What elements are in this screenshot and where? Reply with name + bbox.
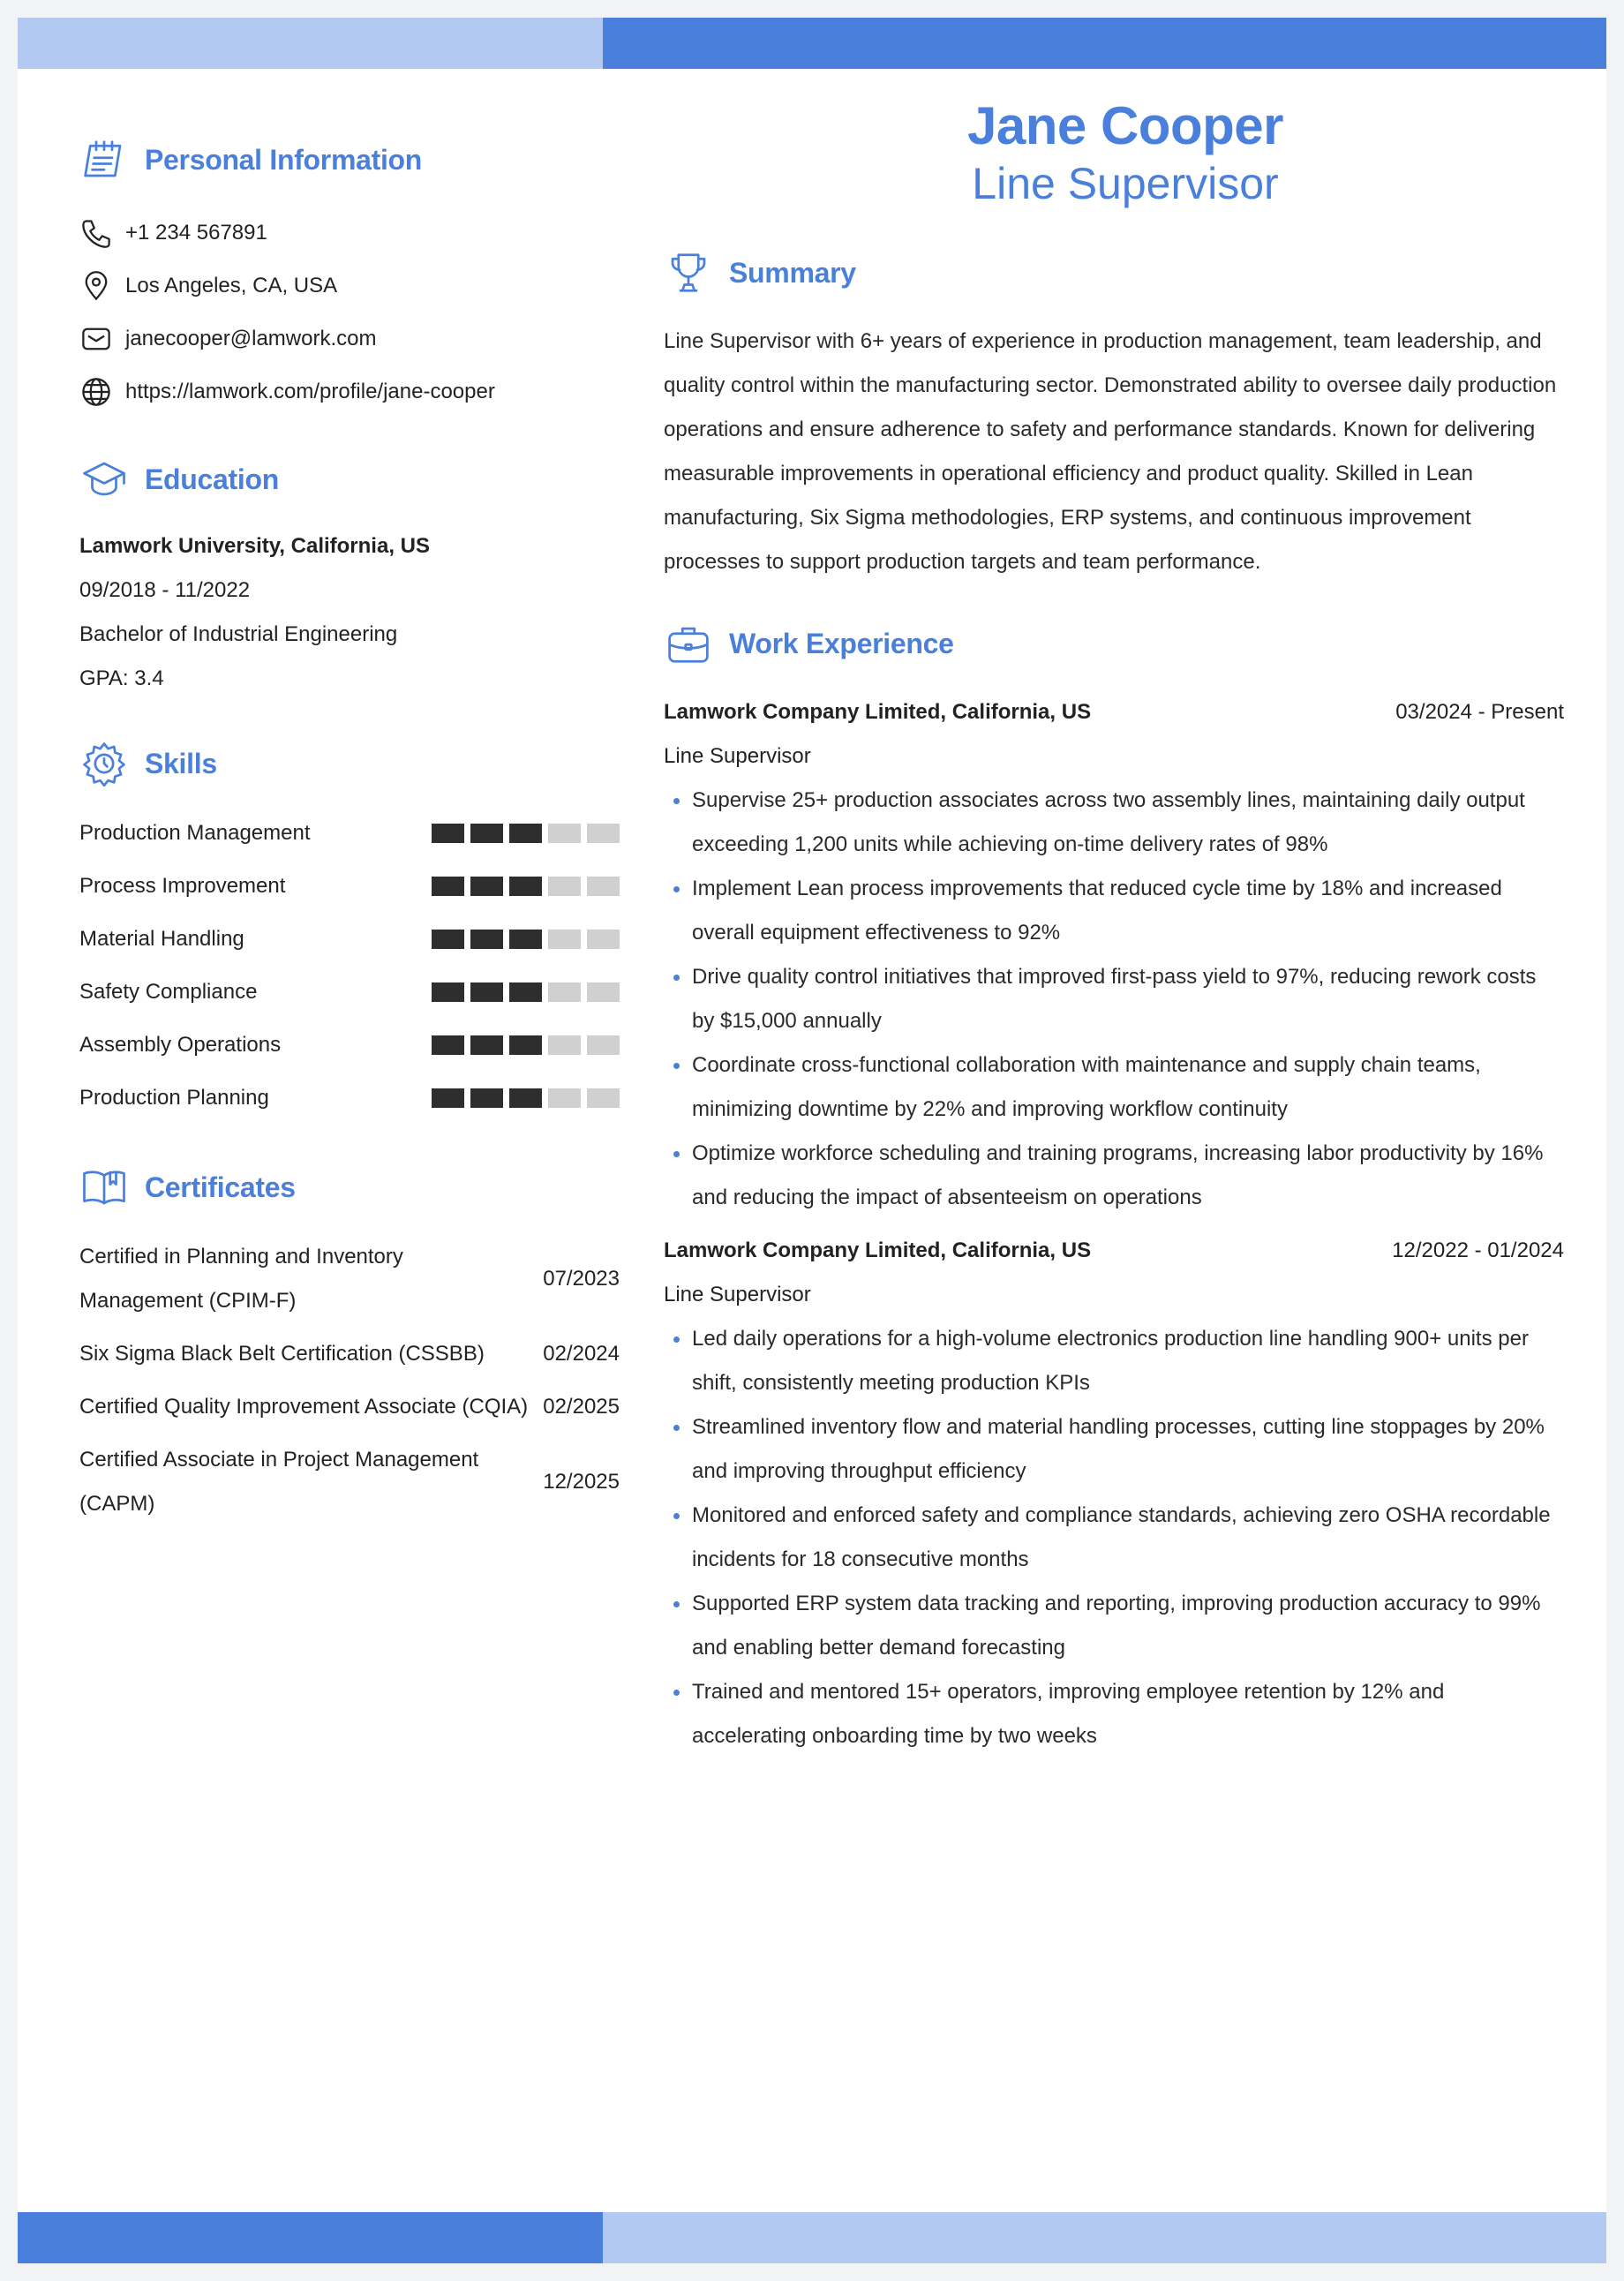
skill-level-segment [432,1088,464,1108]
skill-row [79,913,620,966]
candidate-name: Jane Cooper [967,96,1283,155]
skill-level-meter [432,1035,620,1055]
certificate-row [79,1434,620,1531]
section-title: Education [145,463,279,495]
job-header [664,1229,1564,1273]
certificate-name: Certified Quality Improvement Associate (CQIA) [79,1395,529,1419]
skill-row [79,807,620,860]
skill-level-segment [587,982,620,1002]
job-bullet: Monitored and enforced safety and compliance standards, achieving zero OSHA recordable incidents for 18 consecutive months [692,1494,1564,1582]
location-value: Los Angeles, CA, USA [125,274,338,297]
certificate-date: 07/2023 [543,1267,620,1291]
certificate-name: Six Sigma Black Belt Certification (CSSBB) [79,1342,485,1366]
education-entry [79,524,620,701]
skill-name: Material Handling [79,927,244,951]
section-title: Skills [145,747,217,779]
gpa: GPA: 3.4 [79,666,164,690]
skill-level-segment [470,1035,503,1055]
section-title: Summary [729,256,856,289]
certificate-row [79,1381,620,1434]
skill-level-segment [509,930,542,949]
skill-level-segment [548,982,581,1002]
skill-level-meter [432,1088,620,1108]
email-value[interactable]: janecooper@lamwork.com [125,327,377,350]
summary-text: Line Supervisor with 6+ years of experience in production management, team leadership, and quality control within the manufacturing sector. Demonstrated ability to oversee daily production operations and ensure adherence to safety and performance standards. Known for delivering measurable improvements in operational efficiency and product quality. Skilled in Lean manufacturing, Six Sigma methodologies, ERP systems, and continuous improvement processes to support production targets and team performance. [664,329,1557,574]
skill-level-segment [509,877,542,896]
job-bullet: Drive quality control initiatives that improved first-pass yield to 97%, reducing rework costs by $15,000 annually [692,955,1564,1043]
skill-level-segment [470,982,503,1002]
contact-list [79,207,620,418]
contact-email [79,312,620,365]
skill-level-segment [470,1088,503,1108]
certificates-list [79,1231,620,1531]
education-dates: 09/2018 - 11/2022 [79,578,251,602]
skills-heading [79,736,620,791]
candidate-role: Line Supervisor [972,159,1279,208]
skill-level-segment [509,1088,542,1108]
skill-level-meter [432,982,620,1002]
resume-page [18,18,1606,2263]
skill-level-segment [548,824,581,843]
job-entry [664,1229,1564,1758]
job-bullet: Optimize workforce scheduling and training programs, increasing labor productivity by 16% and reducing the impact of absenteeism on operations [692,1132,1564,1220]
skill-level-segment [470,930,503,949]
job-bullet: Supervise 25+ production associates across two assembly lines, maintaining daily output exceeding 1,200 units while achieving on-time delivery rates of 98% [692,779,1564,867]
certificate-date: 12/2025 [543,1470,620,1494]
job-bullets [664,779,1564,1220]
job-header [664,690,1564,734]
skill-level-meter [432,877,620,896]
skill-level-segment [470,824,503,843]
skill-level-segment [432,930,464,949]
skill-level-segment [470,877,503,896]
job-bullet: Supported ERP system data tracking and reporting, improving production accuracy to 99% and enabling better demand forecasting [692,1582,1564,1670]
certificate-row [79,1231,620,1328]
school-name: Lamwork University, California, US [79,534,430,558]
job-dates: 12/2022 - 01/2024 [1392,1238,1564,1262]
gear-icon [79,739,129,788]
job-bullet: Trained and mentored 15+ operators, improving employee retention by 12% and accelerating onboarding time by two weeks [692,1670,1564,1758]
certificate-date: 02/2024 [543,1342,620,1366]
skill-name: Process Improvement [79,874,286,898]
skill-level-segment [587,1088,620,1108]
skill-level-segment [587,824,620,843]
website-value[interactable]: https://lamwork.com/profile/jane-cooper [125,380,495,403]
skill-level-segment [509,1035,542,1055]
skill-level-segment [548,930,581,949]
certificate-name: Certified in Planning and Inventory Management (CPIM-F) [79,1245,403,1313]
skill-row [79,966,620,1019]
degree: Bachelor of Industrial Engineering [79,622,398,646]
section-title: Personal Information [145,143,423,176]
skill-row [79,860,620,913]
summary-heading [664,245,1564,300]
skill-level-segment [587,877,620,896]
location-pin-icon [79,269,113,303]
skill-name: Production Management [79,821,311,845]
certificate-row [79,1328,620,1381]
bottom-bar-dark [18,2212,603,2263]
trophy-icon [664,248,713,297]
phone-icon [79,216,113,250]
skill-level-segment [587,1035,620,1055]
notepad-icon [79,135,129,184]
personal-info-heading [79,132,620,187]
job-bullet: Led daily operations for a high-volume electronics production line handling 900+ units per shift, consistently meeting production KPIs [692,1317,1564,1405]
briefcase-icon [664,619,713,668]
skill-name: Production Planning [79,1086,269,1110]
job-company: Lamwork Company Limited, California, US [664,700,1092,724]
skill-level-meter [432,824,620,843]
skill-level-segment [432,877,464,896]
job-bullet: Coordinate cross-functional collaboration with maintenance and supply chain teams, minimizing downtime by 22% and improving workflow continuity [692,1043,1564,1132]
skill-level-meter [432,930,620,949]
skill-level-segment [432,1035,464,1055]
certificates-heading [79,1160,620,1215]
skill-name: Assembly Operations [79,1033,282,1057]
education-heading [79,452,620,507]
skill-level-segment [509,824,542,843]
job-title: Line Supervisor [664,1283,811,1306]
section-title: Certificates [145,1171,296,1203]
skill-name: Safety Compliance [79,980,258,1004]
skill-level-segment [432,824,464,843]
job-dates: 03/2024 - Present [1395,700,1564,724]
skill-level-segment [548,877,581,896]
job-bullets [664,1317,1564,1758]
skill-level-segment [509,982,542,1002]
skill-level-segment [548,1035,581,1055]
job-bullet: Streamlined inventory flow and material handling processes, cutting line stoppages by 20% and improving throughput efficiency [692,1405,1564,1494]
work-experience-heading [664,616,1564,671]
left-column [79,132,620,1531]
top-bar-light [18,18,603,69]
skill-level-segment [548,1088,581,1108]
name-header [662,95,1589,210]
mail-icon [79,322,113,356]
job-bullet: Implement Lean process improvements that reduced cycle time by 18% and increased overall equipment effectiveness to 92% [692,867,1564,955]
certificate-name: Certified Associate in Project Management (CAPM) [79,1448,479,1516]
right-column [664,245,1564,1758]
certificate-date: 02/2025 [543,1395,620,1419]
contact-website [79,365,620,418]
contact-location [79,260,620,312]
contact-phone [79,207,620,260]
book-icon [79,1163,129,1212]
skill-level-segment [587,930,620,949]
bottom-bar-light [603,2212,1606,2263]
job-title: Line Supervisor [664,744,811,768]
job-company: Lamwork Company Limited, California, US [664,1238,1092,1262]
skill-row [79,1019,620,1072]
skills-list [79,807,620,1125]
skill-level-segment [432,982,464,1002]
top-bar-dark [603,18,1606,69]
graduation-cap-icon [79,455,129,504]
job-entry [664,690,1564,1220]
skill-row [79,1072,620,1125]
globe-icon [79,375,113,409]
section-title: Work Experience [729,627,954,659]
phone-value[interactable]: +1 234 567891 [125,221,267,245]
